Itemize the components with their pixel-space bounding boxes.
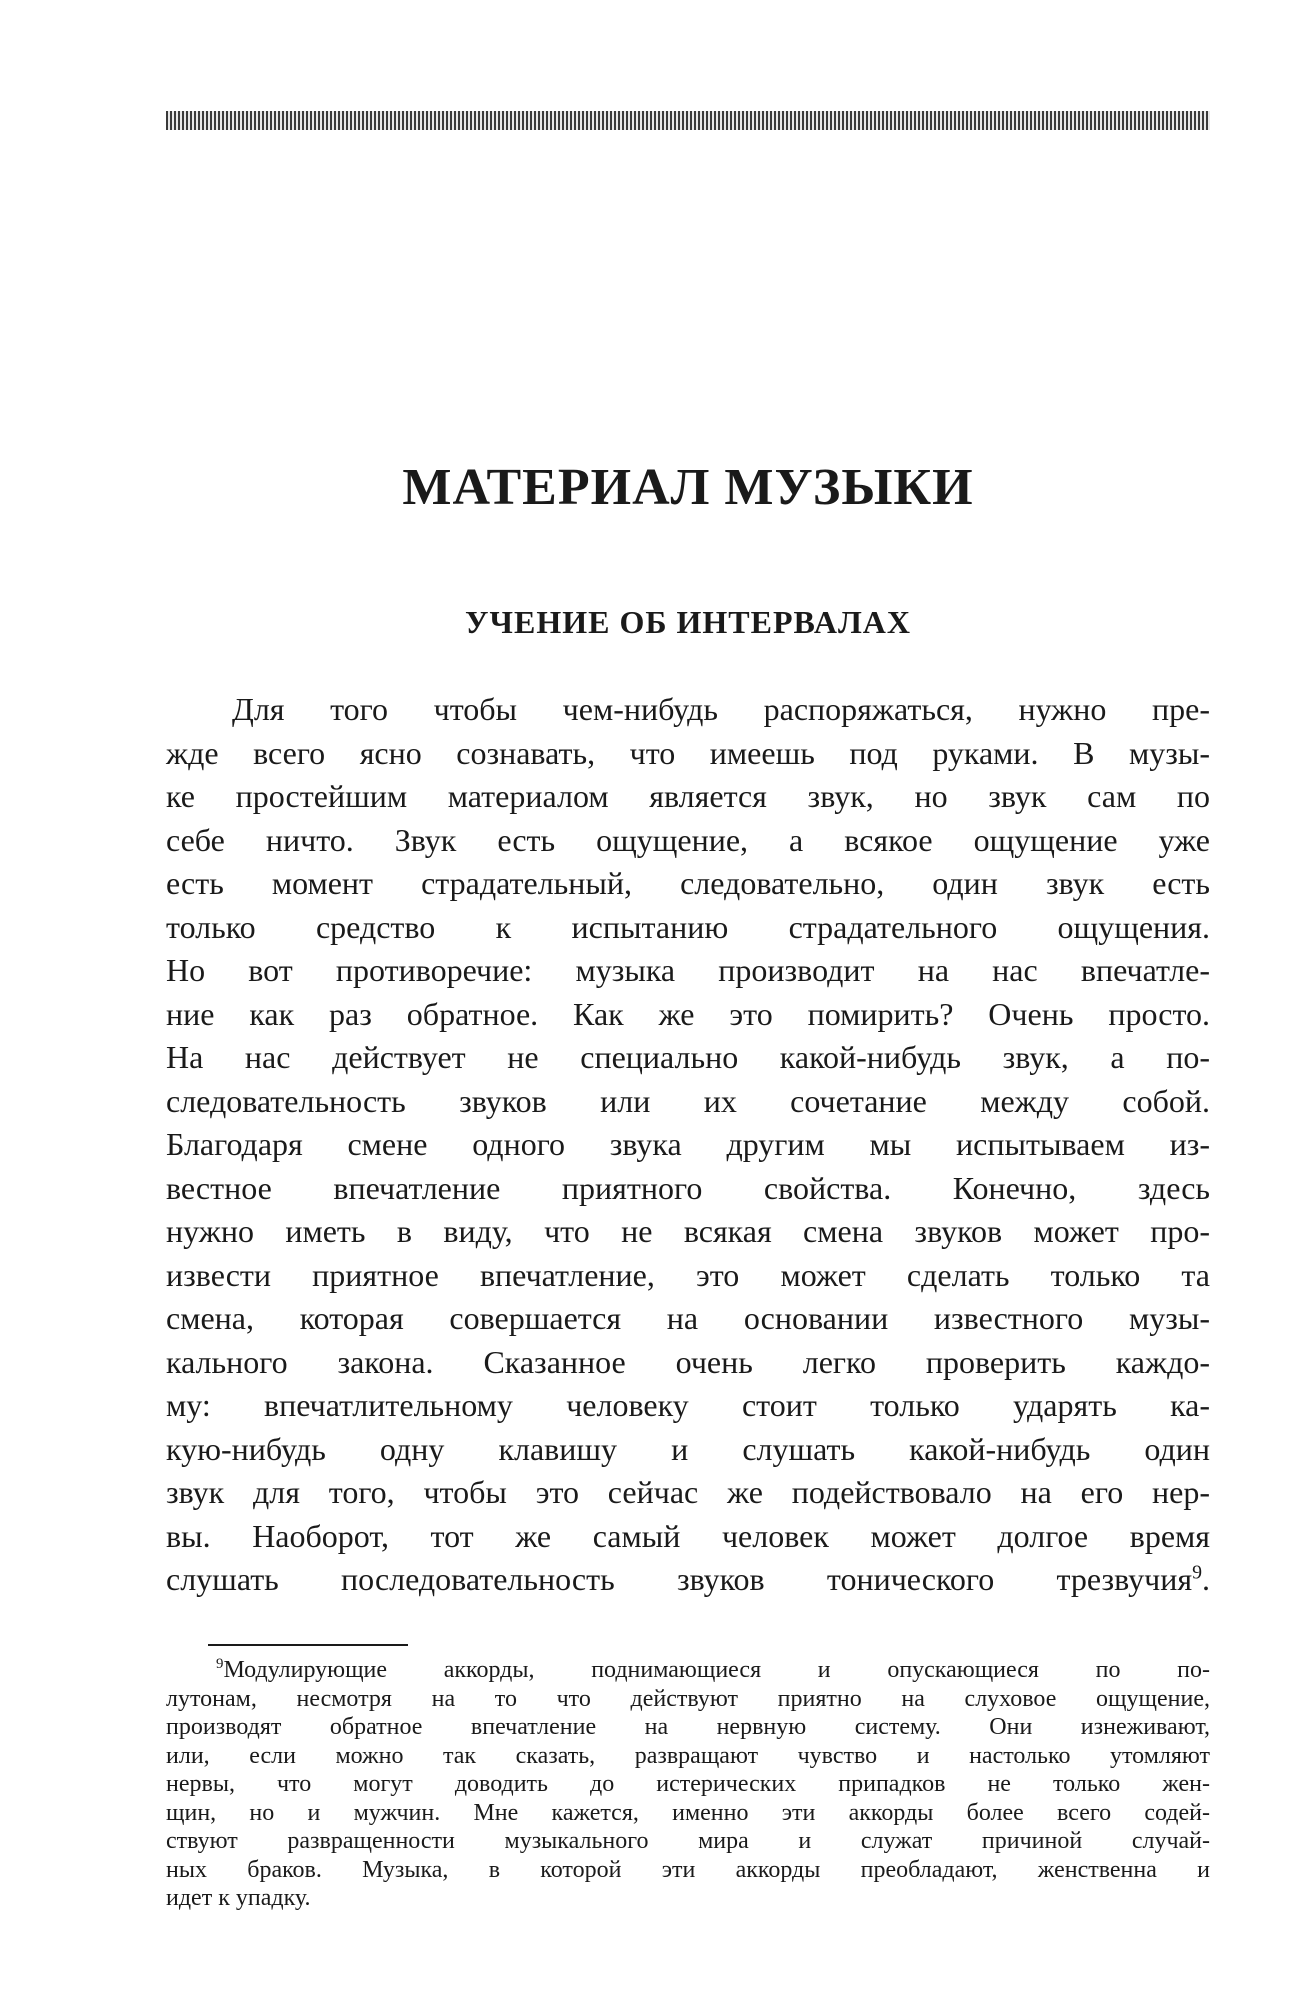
chapter-title: МАТЕРИАЛ МУЗЫКИ — [402, 459, 974, 516]
footnote-reference: 9 — [1192, 1561, 1202, 1584]
body-end-punctuation: . — [1202, 1561, 1210, 1597]
body-line: есть момент страдательный, следовательно, один звук есть — [166, 865, 1210, 901]
section-title: УЧЕНИЕ ОБ ИНТЕРВАЛАХ — [465, 604, 911, 640]
body-line: кального закона. Сказанное очень легко проверить каждо- — [166, 1343, 1210, 1380]
body-line: Для того чтобы чем-нибудь распоряжаться, нужно пре- — [232, 691, 1210, 727]
footnote-line: нервы, что могут доводить до истерических припадков не только жен- — [166, 1771, 1210, 1797]
footnote-line: щин, но и мужчин. Мне кажется, именно эти аккорды более всего содей- — [166, 1799, 1210, 1826]
footnote-line: или, если можно так сказать, развращают чувство и настолько утомляют — [166, 1742, 1210, 1769]
body-line: смена, которая совершается на основании известного музы- — [166, 1300, 1210, 1336]
footnote-line: ных браков. Музыка, в которой эти аккорды преобладают, женственна и — [166, 1856, 1210, 1883]
footnote — [166, 1656, 1210, 1913]
body-line: жде всего ясно сознавать, что имеешь под руками. В музы- — [166, 734, 1210, 771]
body-line: му: впечатлительному человеку стоит только ударять ка- — [166, 1387, 1210, 1423]
body-line: ке простейшим материалом является звук, но звук сам по — [166, 778, 1210, 814]
footnote-line — [166, 1656, 1210, 1685]
body-line: На нас действует не специально какой-нибудь звук, а по- — [166, 1039, 1210, 1075]
body-line: только средство к испытанию страдательного ощущения. — [166, 908, 1210, 945]
header-ornament-rule — [166, 111, 1210, 130]
body-text — [166, 688, 1210, 1602]
body-line: Но вот противоречие: музыка производит на нас впечатле- — [166, 952, 1210, 988]
footnote-line: лутонам, несмотря на то что действуют приятно на слуховое ощущение, — [166, 1685, 1210, 1712]
body-line: звук для того, чтобы это сейчас же подействовало на его нер- — [166, 1474, 1210, 1510]
footnote-marker: 9 — [216, 1656, 224, 1672]
body-line: кую-нибудь одну клавишу и слушать какой-нибудь один — [166, 1430, 1210, 1467]
body-line: вы. Наоборот, тот же самый человек может долгое время — [166, 1517, 1210, 1554]
body-line-last — [166, 1558, 1210, 1602]
footnote-divider — [208, 1644, 408, 1646]
footnote-line-text: Модулирующие аккорды, поднимающиеся и опускающиеся по по- — [223, 1657, 1210, 1683]
body-line: ние как раз обратное. Как же это помирить? Очень просто. — [166, 995, 1210, 1032]
body-line: себе ничто. Звук есть ощущение, а всякое ощущение уже — [166, 821, 1210, 858]
body-line: извести приятное впечатление, это может сделать только та — [166, 1256, 1210, 1293]
footnote-line: идет к упадку. — [166, 1885, 311, 1911]
footnote-line: ствуют развращенности музыкального мира и служат причиной случай- — [166, 1828, 1210, 1854]
body-line: Благодаря смене одного звука другим мы испытываем из- — [166, 1126, 1210, 1162]
body-line-text: слушать последовательность звуков тонического трезвучия — [166, 1561, 1193, 1597]
footnote-line: производят обратное впечатление на нервную систему. Они изнеживают, — [166, 1714, 1210, 1740]
body-line: вестное впечатление приятного свойства. Конечно, здесь — [166, 1169, 1210, 1206]
body-line: нужно иметь в виду, что не всякая смена звуков может про- — [166, 1213, 1210, 1249]
body-line: следовательность звуков или их сочетание между собой. — [166, 1082, 1210, 1119]
